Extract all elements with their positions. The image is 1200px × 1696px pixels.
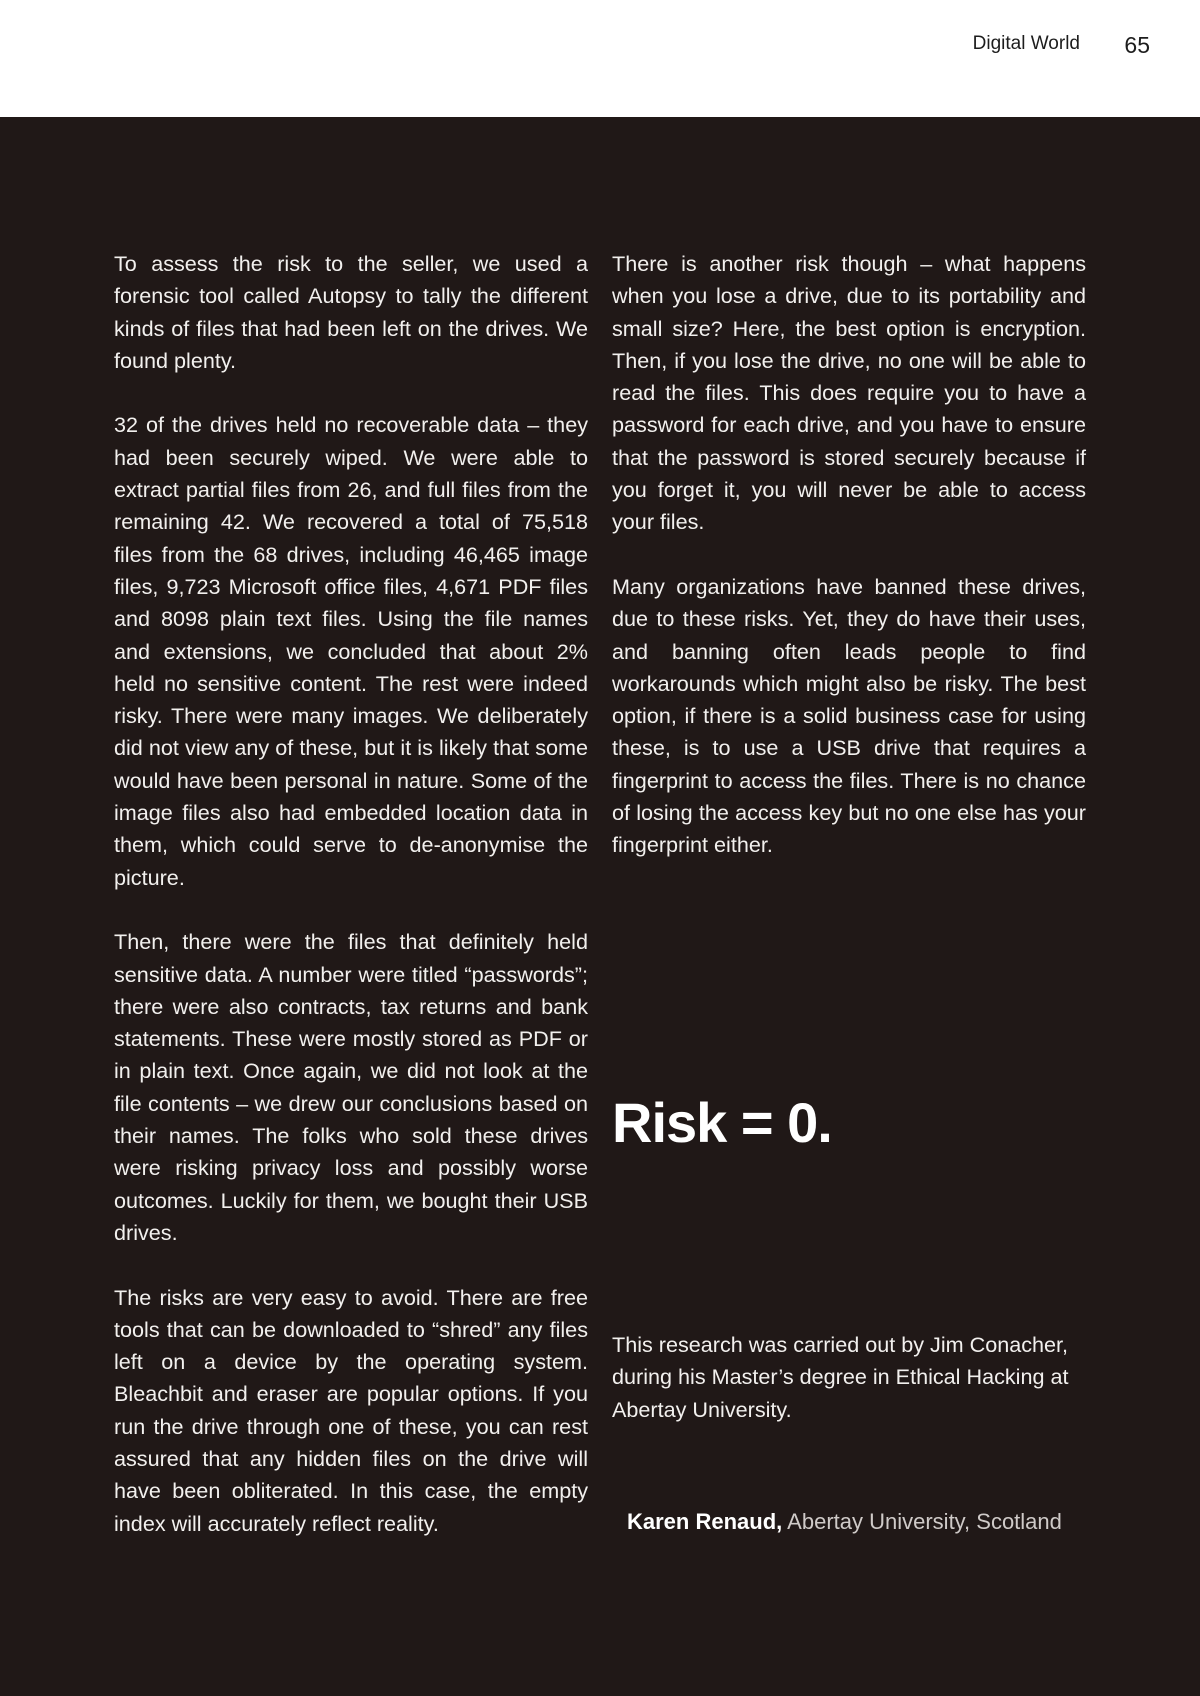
body-paragraph: The risks are very easy to avoid. There are free tools that can be downloaded to “shred” any files left on a device by the operating system. Bleachbit and eraser are popular options. If you run the drive through one of these, you can rest assured that any hidden files on the drive will have been obliterated. In this case, the empty index will accurately reflect reality. bbox=[114, 1284, 588, 1536]
research-credit: This research was carried out by Jim Conacher, during his Master’s degree in Ethical Hacking at Abertay University. bbox=[612, 1332, 1069, 1422]
body-paragraph: There is another risk though – what happens when you lose a drive, due to its portability and small size? Here, the best option is encryption. Then, if you lose the drive, no one will be able to read the files. This does require you to have a password for each drive, and you have to ensure that the password is stored securely because if you forget it, you will never be able to access your files. bbox=[612, 251, 1086, 535]
body-paragraph: Many organizations have banned these drives, due to these risks. Yet, they do have their uses, and banning often leads people to find workarounds which might also be risky. The best option, if there is a solid business case for using these, is to use a USB drive that requires a fingerprint to access the files. There is no chance of losing the access key but no one else has your fingerprint either. bbox=[612, 573, 1086, 858]
left-column bbox=[114, 248, 588, 1572]
right-column bbox=[612, 248, 1086, 894]
body-paragraph: To assess the risk to the seller, we used a forensic tool called Autopsy to tally the different kinds of files that had been left on the drives. We found plenty. bbox=[114, 251, 588, 373]
page-number: 65 bbox=[1124, 32, 1150, 58]
pull-quote: Risk = 0. bbox=[612, 1091, 832, 1154]
page-header bbox=[0, 0, 1200, 117]
body-paragraph: Then, there were the files that definitely held sensitive data. A number were titled “passwords”; there were also contracts, tax returns and bank statements. These were mostly stored as PDF or in plain text. Once again, we did not look at the file contents – we drew our conclusions based on their names. The folks who sold these drives were risking privacy loss and possibly worse outcomes. Luckily for them, we bought their USB drives. bbox=[114, 929, 588, 1245]
author-byline bbox=[627, 1506, 1062, 1538]
author-affiliation: Abertay University, Scotland bbox=[787, 1509, 1062, 1534]
author-name: Karen Renaud, bbox=[627, 1509, 783, 1534]
running-title: Digital World bbox=[972, 33, 1080, 54]
body-paragraph: 32 of the drives held no recoverable data – they had been securely wiped. We were able to extract partial files from 26, and full files from the remaining 42. We recovered a total of 75,518 files from the 68 drives, including 46,465 image files, 9,723 Microsoft office files, 4,671 PDF files and 8098 plain text files. Using the file names and extensions, we concluded that about 2% held no sensitive content. The rest were indeed risky. There were many images. We deliberately did not view any of these, but it is likely that some would have been personal in nature. Some of the image files also had embedded location data in them, which could serve to de-anonymise the picture. bbox=[114, 412, 588, 890]
